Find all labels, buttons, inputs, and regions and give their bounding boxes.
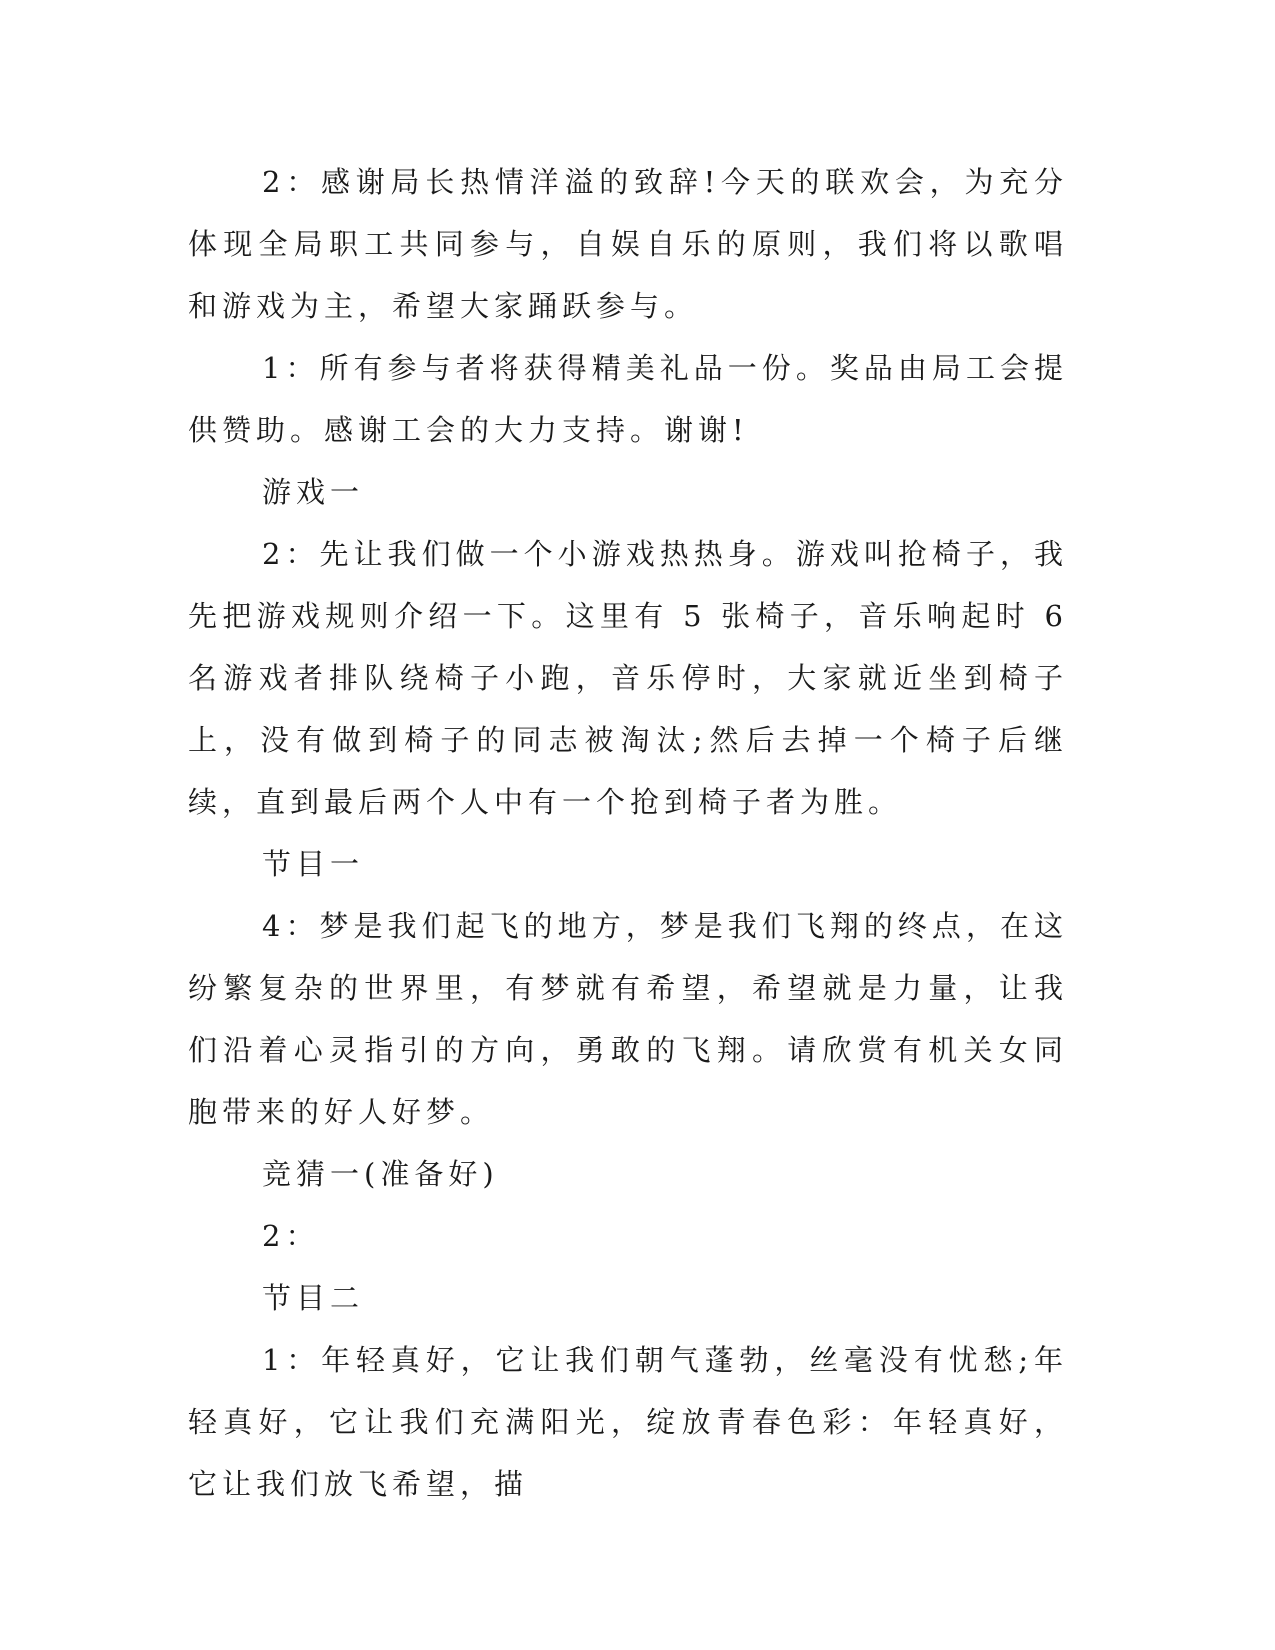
paragraph-gifts: 1：所有参与者将获得精美礼品一份。奖品由局工会提供赞助。感谢工会的大力支持。谢谢! <box>188 351 1068 447</box>
paragraph-game-rules: 2：先让我们做一个小游戏热热身。游戏叫抢椅子，我先把游戏规则介绍一下。这里有 5 张椅子，音乐响起时 6 名游戏者排队绕椅子小跑，音乐停时，大家就近坐到椅子上，没有做到椅子的同志被淘汰;然后去掉一个椅子后继续，直到最后两个人中有一个抢到椅子者为胜。 <box>188 537 1068 819</box>
paragraph-youth: 1：年轻真好，它让我们朝气蓬勃，丝毫没有忧愁;年轻真好，它让我们充满阳光，绽放青春色彩：年轻真好，它让我们放飞希望，描 <box>188 1343 1068 1501</box>
heading-quiz-one: 竞猜一(准备好) <box>262 1157 499 1191</box>
heading-program-two: 节目二 <box>262 1281 365 1315</box>
paragraph-dream: 4：梦是我们起飞的地方，梦是我们飞翔的终点，在这纷繁复杂的世界里，有梦就有希望，希望就是力量，让我们沿着心灵指引的方向，勇敢的飞翔。请欣赏有机关女同胞带来的好人好梦。 <box>188 909 1068 1129</box>
document-body <box>188 151 1068 1515</box>
heading-game-one: 游戏一 <box>262 475 365 509</box>
heading-program-one: 节目一 <box>262 847 365 881</box>
paragraph-speaker-two: 2： <box>262 1219 320 1253</box>
paragraph-thanks-director: 2：感谢局长热情洋溢的致辞!今天的联欢会，为充分体现全局职工共同参与，自娱自乐的原则，我们将以歌唱和游戏为主，希望大家踊跃参与。 <box>188 165 1068 323</box>
